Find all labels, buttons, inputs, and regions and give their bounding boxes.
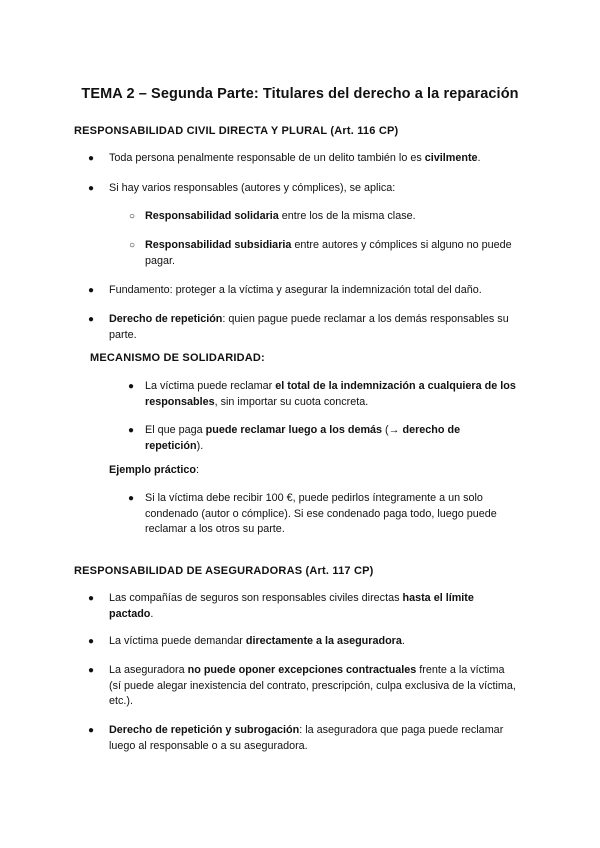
example-text: Si la víctima debe recibir 100 €, puede pedirlos íntegramente a un solo condenado (autor o cómplice). Si ese condenado paga todo, luego puede reclamar a los otros su parte. [145,492,497,535]
bullet-icon: ● [128,381,135,392]
bullet-icon: ● [88,593,95,604]
list-item: Derecho de repetición: quien pague puede reclamar a los demás responsables su parte. [109,313,509,341]
list-item: Si hay varios responsables (autores y cómplices), se aplica: [109,182,396,194]
section-heading-responsabilidad-civil: RESPONSABILIDAD CIVIL DIRECTA Y PLURAL (Art. 116 CP) [74,125,399,137]
bullet-icon: ● [88,285,95,296]
list-item: Derecho de repetición y subrogación: la aseguradora que paga puede reclamar luego al responsable o a su aseguradora. [109,724,504,752]
example-heading: Ejemplo práctico: [109,464,199,476]
document-title: TEMA 2 – Segunda Parte: Titulares del derecho a la reparación [81,86,519,102]
bullet-icon: ● [88,183,95,194]
list-item: La víctima puede reclamar el total de la indemnización a cualquiera de los responsables, sin importar su cuota concreta. [145,380,516,408]
circle-bullet-icon: ○ [129,211,136,222]
list-item: La víctima puede demandar directamente a la aseguradora. [109,635,405,647]
sub-list-item: Responsabilidad subsidiaria entre autores y cómplices si alguno no puede pagar. [145,239,512,267]
list-item: La aseguradora no puede oponer excepciones contractuales frente a la víctima (sí puede alegar inexistencia del contrato, prescripción, culpa exclusiva de la víctima, etc.). [109,664,516,707]
section-heading-mecanismo: MECANISMO DE SOLIDARIDAD: [90,352,265,364]
bullet-icon: ● [88,725,95,736]
bullet-icon: ● [88,314,95,325]
sub-list-item: Responsabilidad solidaria entre los de la misma clase. [145,210,416,222]
circle-bullet-icon: ○ [129,240,136,251]
list-item: Las compañías de seguros son responsables civiles directas hasta el límite pactado. [109,592,474,620]
list-item: El que paga puede reclamar luego a los demás (→ derecho de repetición). [145,424,461,452]
bullet-icon: ● [88,636,95,647]
bullet-icon: ● [88,153,95,164]
bullet-icon: ● [88,665,95,676]
section-heading-aseguradoras: RESPONSABILIDAD DE ASEGURADORAS (Art. 117 CP) [74,565,374,577]
list-item: Toda persona penalmente responsable de un delito también lo es civilmente. [109,152,481,164]
bullet-icon: ● [128,425,135,436]
bullet-icon: ● [128,493,135,504]
list-item: Fundamento: proteger a la víctima y asegurar la indemnización total del daño. [109,284,482,296]
